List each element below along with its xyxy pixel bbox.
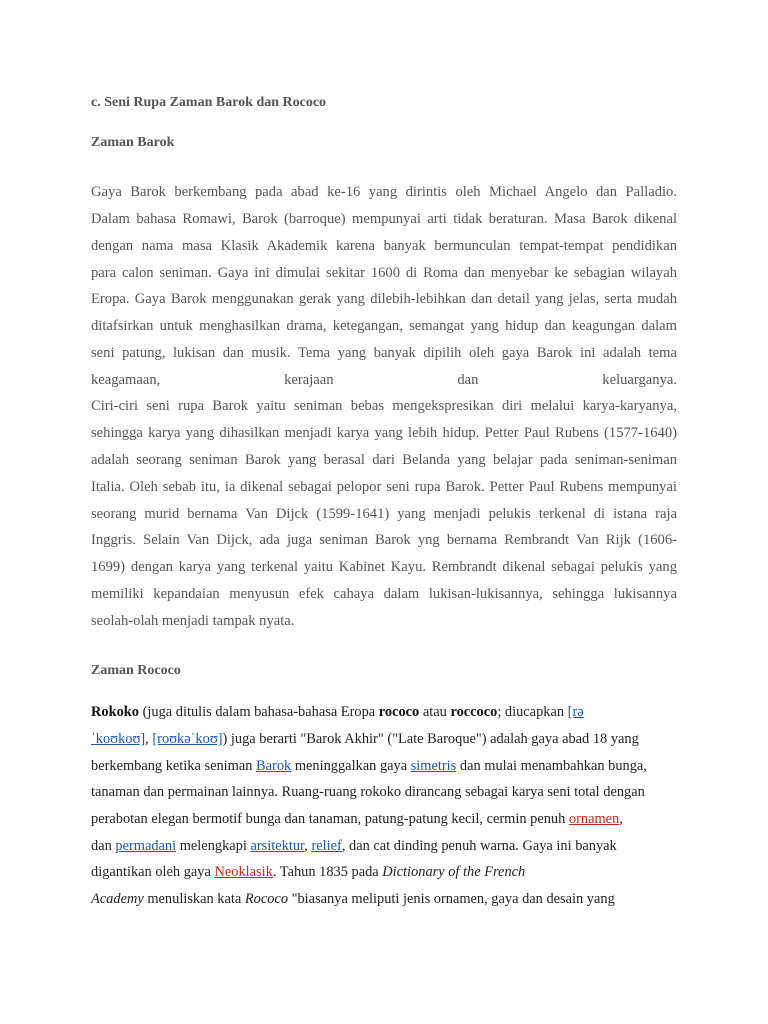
link-arsitektur[interactable]: arsitektur <box>250 838 305 854</box>
text-line: Inggris. Selain Van Dijck, ada juga seniman Barok yng bernama Rembrandt Van Rijk (1606- <box>91 532 677 548</box>
heading-zaman-barok: Zaman Barok <box>91 135 175 150</box>
text-line: Gaya Barok berkembang pada abad ke-16 yang dirintis oleh Michael Angelo dan Palladio. <box>91 184 677 200</box>
link-permadani[interactable]: permadani <box>115 838 177 854</box>
text-line: 1699) dengan karya yang terkenal yaitu Kabinet Kayu. Rembrandt dikenal sebagai pelukis yang <box>91 559 677 575</box>
pronunciation-link-2[interactable]: [roʊkəˈkoʊ] <box>152 731 223 747</box>
text-line: memiliki kepandaian menyusun efek cahaya dalam lukisan-lukisannya, sehingga lukisannya <box>91 586 677 602</box>
text-line: Dalam bahasa Romawi, Barok (barroque) mempunyai arti tidak beraturan. Masa Barok dikenal <box>91 211 677 227</box>
text-line: berkembang ketika seniman Barok meninggalkan gaya simetris dan mulai menambahkan bunga, <box>91 758 647 774</box>
pronunciation-link-1-cont[interactable]: ˈkoʊkoʊ] <box>91 731 146 747</box>
link-simetris[interactable]: simetris <box>410 758 457 774</box>
text-line: perabotan elegan bermotif bunga dan tanaman, patung-patung kecil, cermin penuh ornamen, <box>91 811 623 827</box>
term-roccoco: roccoco <box>450 704 498 720</box>
link-neoklasik[interactable]: Neoklasik <box>214 864 273 880</box>
term-rococo-italic: Rococo <box>244 891 289 907</box>
text-line: dan permadani melengkapi arsitektur, relief, dan cat dinding penuh warna. Gaya ini banyak <box>91 838 617 854</box>
text-line: keagamaan, kerajaan dan keluarganya. <box>91 372 677 388</box>
text-line: tanaman dan permainan lainnya. Ruang-ruang rokoko dirancang sebagai karya seni total dengan <box>91 784 645 800</box>
text-line: seolah-olah menjadi tampak nyata. <box>91 613 295 629</box>
text-line: sehingga karya yang dihasilkan menjadi karya yang lebih hidup. Petter Paul Rubens (1577-1640) <box>91 425 677 441</box>
text-line: Ciri-ciri seni rupa Barok yaitu seniman bebas mengekspresikan diri melalui karya-karyanya, <box>91 398 677 414</box>
title-dictionary: Dictionary of the French <box>382 864 526 880</box>
text-line: adalah seorang seniman Barok yang berasal dari Belanda yang belajar pada seniman-seniman <box>91 452 677 468</box>
heading-zaman-rococo: Zaman Rococo <box>91 663 181 678</box>
text-line: Italia. Oleh sebab itu, ia dikenal sebagai pelopor seni rupa Barok. Petter Paul Rubens mempunyai <box>91 479 677 495</box>
section-title: c. Seni Rupa Zaman Barok dan Rococo <box>91 95 327 110</box>
text-line: para calon seniman. Gaya ini dimulai sekitar 1600 di Roma dan menyebar ke sebagian wilayah <box>91 265 677 281</box>
text-line: ditafsirkan untuk menghasilkan drama, ketegangan, semangat yang hidup dan keagungan dalam <box>91 318 677 334</box>
text-line: Rokoko (juga ditulis dalam bahasa-bahasa Eropa rococo atau roccoco; diucapkan [rə <box>91 704 584 720</box>
link-barok[interactable]: Barok <box>256 758 292 774</box>
title-academy: Academy <box>91 891 144 907</box>
link-relief[interactable]: relief <box>311 838 342 854</box>
text-line: Academy menuliskan kata Rococo "biasanya meliputi jenis ornamen, gaya dan desain yang <box>91 891 615 907</box>
text-line: seorang murid bernama Van Dijck (1599-1641) yang menjadi pelukis terkenal di istana raja <box>91 506 677 522</box>
text-line: digantikan oleh gaya Neoklasik. Tahun 1835 pada Dictionary of the French <box>91 864 526 880</box>
term-rococo: rococo <box>378 704 420 720</box>
pronunciation-link-1[interactable]: [rə <box>567 704 584 720</box>
text-line: dengan nama masa Klasik Akademik karena banyak bermunculan tempat-tempat pendidikan <box>91 238 677 254</box>
link-ornamen[interactable]: ornamen <box>568 811 620 827</box>
term-rokoko: Rokoko <box>91 704 139 720</box>
text-line: ˈkoʊkoʊ], [roʊkəˈkoʊ]) juga berarti "Barok Akhir" ("Late Baroque") adalah gaya abad 18 yang <box>91 731 639 747</box>
text-line: seni patung, lukisan dan musik. Tema yang banyak dipilih oleh gaya Barok ini adalah tema <box>91 345 677 361</box>
text-line: Eropa. Gaya Barok menggunakan gerak yang dilebih-lebihkan dan detail yang jelas, serta mudah <box>91 291 677 307</box>
